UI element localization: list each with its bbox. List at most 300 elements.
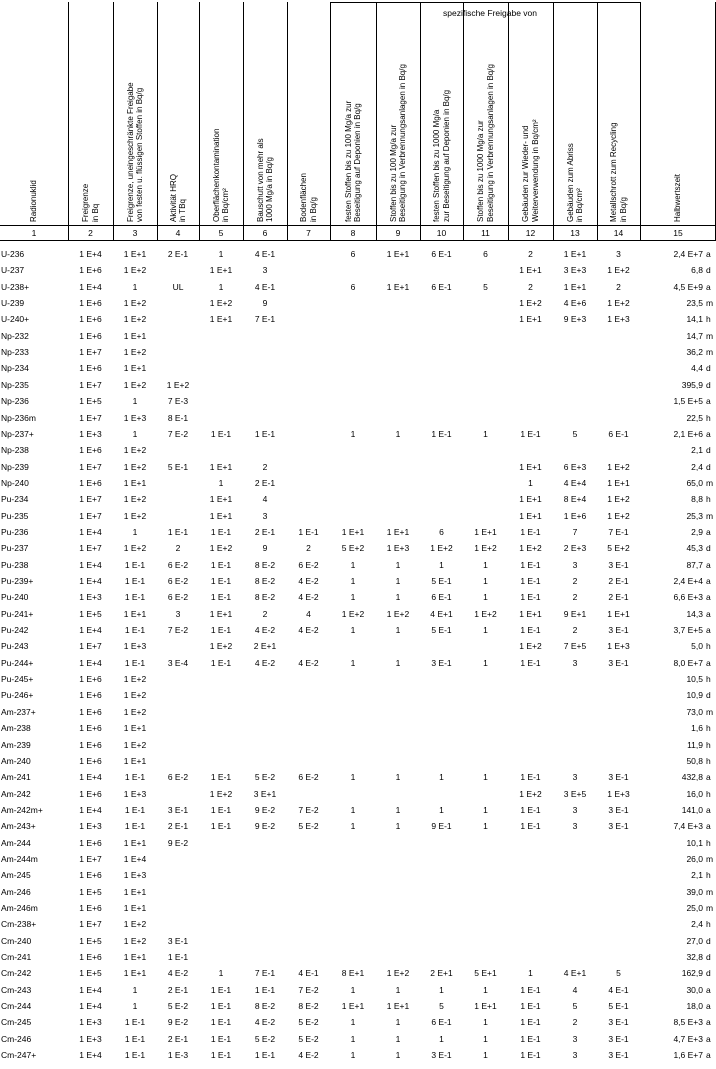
- value-cell: 1: [218, 477, 224, 488]
- half-life-unit: h: [706, 641, 711, 652]
- column-number: 13: [570, 228, 580, 238]
- value-cell: 3: [175, 608, 181, 619]
- value-cell: 1 E+1: [519, 494, 542, 505]
- nuclide-name: Pu-240: [1, 592, 29, 603]
- table-row: [0, 311, 716, 327]
- value-cell: 1 E+3: [123, 788, 147, 799]
- half-life-value: 14,1: [686, 314, 703, 325]
- header-divider: [287, 2, 288, 240]
- value-cell: 7 E-1: [254, 968, 276, 979]
- column-header-label: Beseitigung in Verbrennungsanlagen in Bq/g: [398, 64, 407, 222]
- value-cell: 1: [350, 592, 356, 603]
- header-divider: [553, 2, 554, 240]
- column-number: 2: [88, 228, 93, 238]
- value-cell: 1 E-1: [124, 1050, 146, 1061]
- nuclide-name: Cm-244: [1, 1001, 32, 1012]
- table-row: [0, 753, 716, 769]
- table-row: [0, 279, 716, 295]
- table-row: [0, 491, 716, 507]
- table-row: [0, 573, 716, 589]
- value-cell: 1 E+1: [563, 249, 587, 259]
- value-cell: 1 E+2: [386, 608, 410, 619]
- value-cell: 2 E+1: [253, 641, 277, 652]
- value-cell: 1 E-1: [210, 1050, 232, 1061]
- value-cell: 8 E+1: [341, 968, 365, 979]
- value-cell: 7 E-1: [608, 526, 629, 537]
- table-row: [0, 916, 716, 932]
- value-cell: 9 E-2: [167, 1017, 189, 1028]
- table-row: [0, 246, 716, 262]
- value-cell: 5 E+2: [607, 543, 630, 554]
- value-cell: 1 E-1: [520, 1017, 541, 1028]
- table-row: [0, 638, 716, 654]
- half-life-value: 14,7: [686, 330, 703, 341]
- value-cell: 2: [528, 249, 533, 259]
- column-header-label: in Bq: [90, 203, 100, 222]
- column-header-label: in Bq/cm²: [575, 188, 584, 222]
- half-life-unit: h: [706, 674, 711, 685]
- value-cell: 5 E+1: [474, 968, 497, 979]
- value-cell: 1 E+1: [607, 608, 630, 619]
- value-cell: 3: [572, 1033, 578, 1044]
- half-life-value: 2,1: [691, 870, 703, 881]
- value-cell: 1: [483, 804, 488, 815]
- column-number: 10: [436, 228, 447, 238]
- value-cell: 1 E+6: [79, 690, 102, 701]
- half-life-unit: a: [706, 657, 711, 668]
- half-life-value: 65,0: [686, 477, 703, 488]
- half-life-unit: d: [706, 968, 711, 979]
- half-life-unit: a: [706, 1017, 711, 1028]
- table-row: [0, 998, 716, 1014]
- value-cell: 1: [483, 592, 488, 603]
- column-header-label: festen Stoffen bis zu 1000 Mg/a: [432, 109, 441, 222]
- value-cell: 1: [132, 984, 138, 995]
- nuclide-name: Cm-241: [1, 952, 32, 963]
- value-cell: 1 E+2: [519, 543, 542, 554]
- value-cell: 1 E+1: [209, 265, 233, 276]
- half-life-unit: a: [706, 249, 711, 259]
- value-cell: 1 E+2: [123, 298, 147, 309]
- value-cell: 1 E-1: [124, 576, 146, 586]
- value-cell: 1 E+1: [123, 363, 147, 374]
- table-row: [0, 982, 716, 998]
- value-cell: 1 E+2: [209, 298, 233, 309]
- nuclide-name: Pu-236: [1, 526, 29, 537]
- half-life-value: 30,0: [686, 984, 703, 995]
- value-cell: 1 E-1: [520, 1033, 541, 1044]
- value-cell: 1 E-1: [124, 559, 146, 570]
- header-rule: [0, 225, 716, 226]
- value-cell: 6 E+3: [563, 461, 587, 472]
- value-cell: 1 E+2: [386, 968, 410, 979]
- table-row: [0, 900, 716, 916]
- value-cell: 8 E-2: [254, 576, 276, 586]
- value-cell: 1 E+1: [607, 477, 630, 488]
- value-cell: 5 E-2: [298, 821, 319, 832]
- value-cell: 5 E-2: [167, 1001, 189, 1012]
- half-life-value: 11,9: [687, 739, 703, 750]
- half-life-value: 4,7 E+3: [673, 1033, 703, 1044]
- value-cell: 2 E-1: [608, 592, 629, 603]
- value-cell: 2 E-1: [254, 526, 276, 537]
- value-cell: 1 E+4: [79, 526, 102, 537]
- value-cell: 3: [572, 821, 578, 832]
- value-cell: 1 E+4: [123, 853, 147, 864]
- value-cell: 1 E+1: [519, 314, 542, 325]
- nuclide-name: Cm-246: [1, 1033, 32, 1044]
- half-life-value: 10,5: [686, 674, 703, 685]
- table-row: [0, 720, 716, 736]
- value-cell: 1 E+1: [519, 510, 542, 521]
- value-cell: 4 E+4: [563, 477, 587, 488]
- table-row: [0, 393, 716, 409]
- value-cell: 1: [395, 559, 401, 570]
- value-cell: 1 E+1: [474, 526, 497, 537]
- value-cell: 1 E+6: [563, 510, 587, 521]
- value-cell: 6 E-1: [431, 1017, 452, 1028]
- table-row: [0, 704, 716, 720]
- header-rule: [0, 240, 716, 241]
- value-cell: 2: [616, 281, 621, 292]
- value-cell: 1 E+1: [123, 968, 147, 979]
- half-life-value: 14,3: [686, 608, 703, 619]
- value-cell: 1 E+4: [79, 576, 102, 586]
- value-cell: 1: [350, 1033, 356, 1044]
- value-cell: 4: [262, 494, 268, 505]
- half-life-unit: a: [706, 1001, 711, 1012]
- nuclide-name: Np-235: [1, 379, 29, 390]
- value-cell: 1 E+7: [79, 461, 102, 472]
- value-cell: 3 E-1: [608, 559, 629, 570]
- value-cell: 1 E-1: [254, 1050, 276, 1061]
- half-life-unit: a: [706, 608, 711, 619]
- value-cell: 1 E-1: [520, 592, 541, 603]
- half-life-unit: a: [706, 559, 711, 570]
- value-cell: 3 E-1: [608, 657, 629, 668]
- value-cell: 5: [572, 1001, 578, 1012]
- value-cell: 1 E+2: [166, 379, 190, 390]
- value-cell: 1: [528, 477, 533, 488]
- column-header-label: in Bq/cm²: [221, 188, 230, 222]
- half-life-unit: a: [706, 526, 711, 537]
- value-cell: 3 E-1: [608, 1050, 629, 1061]
- value-cell: 5: [439, 1001, 444, 1012]
- nuclide-name: Pu-238: [1, 559, 29, 570]
- nuclide-name: Am-242: [1, 788, 31, 799]
- nuclide-name: Pu-237: [1, 543, 29, 554]
- value-cell: 1 E-1: [167, 952, 189, 963]
- value-cell: 3: [616, 249, 621, 259]
- value-cell: 1 E+6: [79, 903, 102, 913]
- value-cell: 4 E-2: [298, 625, 319, 636]
- nuclide-name: Am-238: [1, 723, 31, 734]
- half-life-unit: d: [706, 265, 711, 276]
- half-life-unit: a: [706, 821, 711, 832]
- half-life-unit: d: [706, 690, 711, 701]
- half-life-unit: d: [706, 935, 711, 946]
- value-cell: 1 E+2: [123, 461, 147, 472]
- value-cell: 6 E-1: [431, 592, 452, 603]
- value-cell: 2: [572, 625, 578, 636]
- table-row: [0, 818, 716, 834]
- column-header-label: Beseitigung auf Deponien in Bq/g: [353, 103, 362, 222]
- nuclide-name: Am-244m: [1, 853, 38, 864]
- value-cell: 1 E+6: [79, 723, 102, 734]
- value-cell: 1 E+7: [79, 853, 102, 864]
- value-cell: 1 E-1: [520, 984, 541, 995]
- table-row: [0, 295, 716, 311]
- value-cell: 1 E+1: [519, 608, 542, 619]
- half-life-unit: h: [706, 314, 711, 325]
- half-life-unit: m: [706, 347, 714, 358]
- value-cell: 1: [132, 396, 138, 407]
- value-cell: 7: [572, 526, 578, 537]
- value-cell: 9 E-2: [254, 804, 276, 815]
- value-cell: 2 E-1: [254, 477, 276, 488]
- value-cell: 6 E-1: [608, 428, 629, 439]
- value-cell: 1 E+6: [79, 788, 102, 799]
- nuclide-name: Pu-234: [1, 494, 29, 505]
- table-row: [0, 377, 716, 393]
- nuclide-name: Np-236: [1, 396, 29, 407]
- value-cell: 1 E+2: [474, 543, 497, 554]
- half-life-unit: d: [706, 363, 711, 374]
- table-row: [0, 557, 716, 573]
- value-cell: 5 E-2: [254, 1033, 276, 1044]
- value-cell: 5 E-2: [298, 1033, 319, 1044]
- value-cell: 3 E-1: [167, 804, 189, 815]
- half-life-value: 2,4: [691, 461, 703, 472]
- half-life-unit: d: [706, 379, 711, 390]
- value-cell: 1 E+3: [79, 1033, 102, 1044]
- half-life-unit: d: [706, 952, 711, 963]
- half-life-unit: h: [706, 494, 711, 505]
- nuclide-name: Pu-244+: [1, 657, 34, 668]
- half-life-value: 432,8: [681, 772, 703, 783]
- value-cell: 1 E+2: [607, 298, 630, 309]
- value-cell: 1 E+1: [519, 461, 542, 472]
- value-cell: 3: [572, 559, 578, 570]
- header-rule: [330, 2, 640, 3]
- column-header-label: Halbwertszeit: [673, 173, 683, 222]
- value-cell: 5: [483, 281, 488, 292]
- half-life-value: 141,0: [681, 804, 703, 815]
- value-cell: 1 E+1: [341, 526, 365, 537]
- value-cell: 1: [395, 576, 401, 586]
- value-cell: 1 E+1: [123, 886, 147, 897]
- value-cell: 4 E-1: [298, 968, 319, 979]
- half-life-value: 395,9: [681, 379, 703, 390]
- value-cell: 1 E+3: [123, 870, 147, 881]
- value-cell: 1 E+2: [123, 347, 147, 358]
- nuclide-name: Pu-239+: [1, 576, 34, 586]
- value-cell: 1 E+6: [79, 477, 102, 488]
- half-life-value: 5,0: [691, 641, 703, 652]
- nuclide-name: Np-234: [1, 363, 29, 374]
- table-row: [0, 589, 716, 605]
- value-cell: 1 E+3: [79, 821, 102, 832]
- value-cell: 1 E+4: [79, 984, 102, 995]
- nuclide-name: Cm-247+: [1, 1050, 37, 1061]
- value-cell: 7 E+5: [563, 641, 587, 652]
- value-cell: 6 E-1: [431, 249, 452, 259]
- value-cell: 1: [483, 657, 488, 668]
- value-cell: 1 E-1: [124, 1017, 146, 1028]
- value-cell: 9 E-2: [254, 821, 276, 832]
- nuclide-name: Cm-238+: [1, 919, 37, 930]
- half-life-unit: a: [706, 984, 711, 995]
- value-cell: 6: [483, 249, 488, 259]
- value-cell: 3 E-1: [608, 1033, 629, 1044]
- half-life-value: 50,8: [686, 755, 703, 766]
- value-cell: 1 E-1: [520, 526, 541, 537]
- value-cell: 9 E-1: [431, 821, 452, 832]
- value-cell: 1: [350, 1017, 356, 1028]
- column-header-label: Bauschutt von mehr als: [255, 138, 265, 222]
- value-cell: 9: [262, 543, 268, 554]
- value-cell: 2: [528, 281, 533, 292]
- value-cell: 1 E-1: [431, 428, 452, 439]
- value-cell: 1: [132, 428, 138, 439]
- column-header-label: 1000 Mg/a in Bq/g: [265, 157, 274, 222]
- value-cell: 4 E-1: [254, 281, 276, 292]
- half-life-unit: m: [706, 298, 714, 309]
- value-cell: 1 E+1: [123, 723, 147, 734]
- half-life-unit: a: [706, 396, 711, 407]
- nuclide-name: Np-232: [1, 330, 29, 341]
- nuclide-name: Am-241: [1, 772, 31, 783]
- nuclide-name: Np-233: [1, 347, 29, 358]
- half-life-value: 16,0: [686, 788, 703, 799]
- table-row: [0, 867, 716, 883]
- table-row: [0, 802, 716, 818]
- value-cell: 1 E+2: [209, 543, 233, 554]
- value-cell: 4 E-2: [254, 657, 276, 668]
- value-cell: 1: [483, 1033, 488, 1044]
- half-life-value: 73,0: [686, 706, 703, 717]
- value-cell: 8 E-1: [167, 412, 189, 423]
- header-divider: [463, 2, 464, 240]
- column-number: 15: [673, 228, 683, 238]
- value-cell: 1 E+6: [79, 265, 102, 276]
- half-life-value: 22,5: [686, 412, 703, 423]
- half-life-unit: a: [706, 428, 711, 439]
- half-life-unit: h: [706, 919, 711, 930]
- half-life-value: 25,0: [686, 903, 703, 913]
- value-cell: 2 E-1: [167, 984, 189, 995]
- value-cell: 1 E-1: [520, 576, 541, 586]
- value-cell: 8 E-2: [254, 1001, 276, 1012]
- table-row: [0, 344, 716, 360]
- value-cell: 1 E+6: [79, 445, 102, 456]
- value-cell: 1 E-1: [124, 772, 146, 783]
- value-cell: 3: [572, 772, 578, 783]
- value-cell: 2: [175, 543, 181, 554]
- value-cell: 2: [572, 592, 578, 603]
- half-life-value: 45,3: [686, 543, 703, 554]
- half-life-value: 1,6: [691, 723, 703, 734]
- value-cell: 1 E-1: [210, 657, 232, 668]
- column-number: 3: [132, 228, 138, 238]
- value-cell: 4: [572, 984, 578, 995]
- value-cell: 7 E-3: [167, 396, 189, 407]
- value-cell: 1: [132, 281, 138, 292]
- table-row: [0, 328, 716, 344]
- value-cell: 5 E-2: [298, 1017, 319, 1028]
- nuclide-name: Am-246: [1, 886, 31, 897]
- value-cell: 1 E+1: [209, 510, 233, 521]
- value-cell: 1: [350, 657, 356, 668]
- nuclide-name: Am-240: [1, 755, 31, 766]
- value-cell: 1 E+2: [430, 543, 453, 554]
- half-life-value: 4,4: [691, 363, 703, 374]
- value-cell: 1: [439, 984, 444, 995]
- column-header-label: zur Beseitigung auf Deponien in Bq/g: [441, 89, 451, 222]
- value-cell: 6: [350, 249, 356, 259]
- value-cell: 3 E-1: [167, 935, 189, 946]
- half-life-unit: a: [706, 804, 711, 815]
- table-row: [0, 737, 716, 753]
- column-number: 7: [306, 228, 311, 238]
- column-header-label: in Bq/g: [308, 197, 318, 222]
- half-life-unit: a: [706, 772, 711, 783]
- header-divider: [640, 2, 641, 240]
- value-cell: 1: [218, 249, 224, 259]
- value-cell: 1 E+2: [123, 510, 147, 521]
- table-row: [0, 671, 716, 687]
- column-number: 5: [218, 228, 224, 238]
- value-cell: 1 E+2: [123, 739, 147, 750]
- value-cell: 1 E+2: [123, 445, 147, 456]
- value-cell: 1 E-1: [210, 592, 232, 603]
- value-cell: 2 E+1: [430, 968, 453, 979]
- value-cell: 7 E-2: [298, 984, 319, 995]
- value-cell: 4: [306, 608, 311, 619]
- value-cell: 2 E-1: [167, 1033, 189, 1044]
- value-cell: 1 E-1: [298, 526, 319, 537]
- value-cell: 1 E+2: [519, 298, 542, 309]
- value-cell: 1 E+2: [607, 494, 630, 505]
- value-cell: 1 E-1: [520, 821, 541, 832]
- value-cell: 6 E-2: [298, 772, 319, 783]
- value-cell: 1 E+4: [79, 657, 102, 668]
- half-life-value: 25,3: [686, 510, 703, 521]
- value-cell: 1 E+7: [79, 510, 102, 521]
- column-header-label: Gebäuden zum Abriss: [565, 143, 575, 222]
- table-row: [0, 655, 716, 671]
- half-life-value: 10,1: [686, 837, 703, 848]
- table-row: [0, 687, 716, 703]
- nuclide-name: U-236: [1, 249, 25, 259]
- value-cell: 1 E+4: [79, 1001, 102, 1012]
- value-cell: 1 E+1: [386, 281, 410, 292]
- nuclide-name: Cm-240: [1, 935, 32, 946]
- value-cell: 1 E+6: [79, 674, 102, 685]
- nuclide-name: Cm-242: [1, 968, 32, 979]
- value-cell: 1 E+2: [123, 919, 147, 930]
- value-cell: 1 E+6: [79, 739, 102, 750]
- value-cell: 1 E+2: [123, 265, 147, 276]
- column-header-label: Gebäuden zur Wieder- und: [521, 125, 530, 222]
- value-cell: 1 E-1: [210, 1033, 232, 1044]
- column-header-label: Weiterverwendung in Bq/cm²: [530, 119, 540, 222]
- value-cell: 1 E+1: [563, 281, 587, 292]
- value-cell: 2: [262, 461, 268, 472]
- nuclide-name: Np-239: [1, 461, 29, 472]
- value-cell: 8 E-2: [254, 559, 276, 570]
- value-cell: 1: [483, 772, 488, 783]
